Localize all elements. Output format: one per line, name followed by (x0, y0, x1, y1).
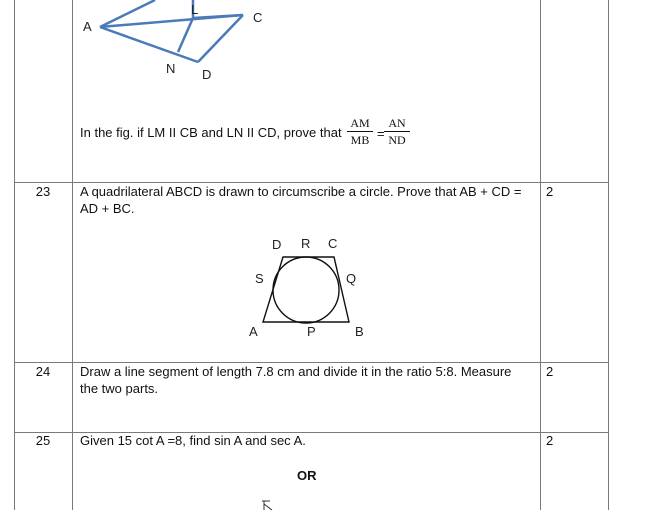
fraction-denominator: MB (350, 133, 370, 147)
question-text: A quadrilateral ABCD is drawn to circumscribe a circle. Prove that AB + CD = AD + BC. (80, 184, 522, 216)
or-separator: OR (297, 468, 317, 483)
point-label-a: A (83, 19, 92, 34)
question-marks: 2 (546, 433, 554, 448)
question-number: 23 (35, 184, 51, 199)
point-label-s: S (255, 271, 264, 286)
point-label-d: D (272, 237, 282, 252)
point-label-a: A (249, 324, 258, 339)
question-text: Draw a line segment of length 7.8 cm and divide it in the ratio 5:8. Measure the two parts. (80, 364, 512, 396)
equals-sign: = (377, 126, 385, 141)
point-label-r: R (301, 236, 311, 251)
question-text: Given 15 cot A =8, find sin A and sec A. (80, 433, 306, 448)
question-number: 24 (35, 364, 51, 379)
point-label-b: B (355, 324, 364, 339)
point-label-q: Q (346, 271, 357, 286)
figure-triangle-lmn (0, 0, 650, 100)
fraction-am-mb (347, 116, 373, 147)
point-label-d: D (202, 67, 212, 82)
question-marks: 2 (546, 184, 554, 199)
point-label-p: P (307, 324, 316, 339)
fraction-numerator: AN (388, 116, 406, 130)
figure-fragment (0, 496, 650, 516)
question-number: 25 (35, 433, 51, 448)
point-label-c: C (328, 236, 338, 251)
fraction-an-nd (384, 116, 410, 147)
fraction-denominator: ND (388, 133, 406, 147)
fraction-numerator: AM (350, 116, 370, 130)
point-label-l: L (191, 2, 199, 17)
question-22-statement: In the fig. if LM II CB and LN II CD, prove that (80, 125, 342, 140)
figure-quadrilateral-incircle (0, 232, 650, 352)
point-label-c: C (253, 10, 263, 25)
point-label-n: N (166, 61, 176, 76)
question-marks: 2 (546, 364, 554, 379)
